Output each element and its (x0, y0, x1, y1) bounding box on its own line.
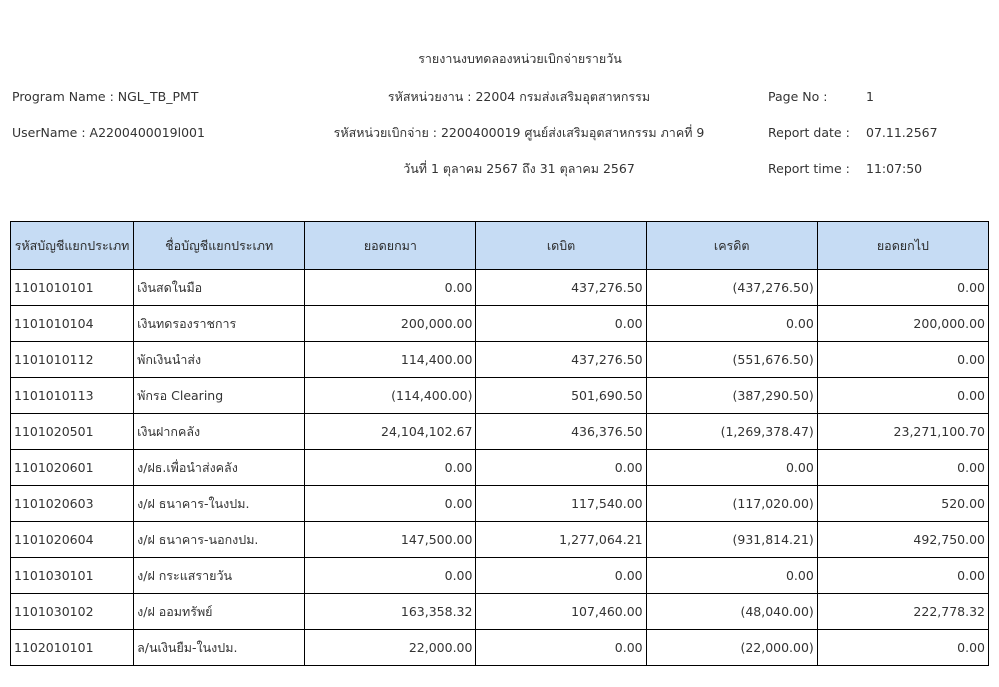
user-name: UserName : A2200400019l001 (12, 125, 205, 140)
report-period: วันที่ 1 ตุลาคม 2567 ถึง 31 ตุลาคม 2567 (403, 161, 635, 176)
opening-balance-cell: 200,000.00 (305, 306, 476, 342)
account-name-cell: พักรอ Clearing (134, 378, 305, 414)
closing-balance-cell: 0.00 (817, 342, 988, 378)
header-opening-balance: ยอดยกมา (305, 222, 476, 270)
account-name-cell: ง/ฝ กระแสรายวัน (134, 558, 305, 594)
closing-balance-cell: 0.00 (817, 558, 988, 594)
credit-cell: (551,676.50) (646, 342, 817, 378)
report-time-value: 11:07:50 (866, 161, 923, 176)
table-row (11, 306, 989, 342)
opening-balance-cell: 163,358.32 (305, 594, 476, 630)
account-name-cell: พักเงินนำส่ง (134, 342, 305, 378)
account-name-cell: ล/นเงินยืม-ในงปม. (134, 630, 305, 666)
account-code-cell: 1101010101 (11, 270, 134, 306)
account-code-cell: 1101030101 (11, 558, 134, 594)
table-body (11, 270, 989, 666)
account-code-cell: 1101020604 (11, 522, 134, 558)
table-row (11, 594, 989, 630)
table-row (11, 450, 989, 486)
credit-cell: 0.00 (646, 306, 817, 342)
table-row (11, 630, 989, 666)
closing-balance-cell: 23,271,100.70 (817, 414, 988, 450)
page-number-label: Page No : (768, 89, 828, 104)
opening-balance-cell: 24,104,102.67 (305, 414, 476, 450)
account-name-cell: เงินทดรองราชการ (134, 306, 305, 342)
debit-cell: 437,276.50 (476, 270, 646, 306)
report-time-label: Report time : (768, 161, 850, 176)
header-credit: เครดิต (646, 222, 817, 270)
account-code-cell: 1101020603 (11, 486, 134, 522)
opening-balance-cell: 147,500.00 (305, 522, 476, 558)
credit-cell: (1,269,378.47) (646, 414, 817, 450)
disbursement-unit-code: รหัสหน่วยเบิกจ่าย : 2200400019 ศูนย์ส่งเสริมอุตสาหกรรม ภาคที่ 9 (333, 125, 705, 140)
account-code-cell: 1101030102 (11, 594, 134, 630)
closing-balance-cell: 520.00 (817, 486, 988, 522)
header-account-code: รหัสบัญชีแยกประเภท (11, 222, 134, 270)
debit-cell: 501,690.50 (476, 378, 646, 414)
table-row (11, 342, 989, 378)
debit-cell: 117,540.00 (476, 486, 646, 522)
closing-balance-cell: 200,000.00 (817, 306, 988, 342)
debit-cell: 107,460.00 (476, 594, 646, 630)
debit-cell: 0.00 (476, 450, 646, 486)
header-closing-balance: ยอดยกไป (817, 222, 988, 270)
credit-cell: (437,276.50) (646, 270, 817, 306)
closing-balance-cell: 222,778.32 (817, 594, 988, 630)
opening-balance-cell: (114,400.00) (305, 378, 476, 414)
account-name-cell: ง/ฝธ.เพื่อนำส่งคลัง (134, 450, 305, 486)
program-name: Program Name : NGL_TB_PMT (12, 89, 199, 104)
report-date-value: 07.11.2567 (866, 125, 938, 140)
account-code-cell: 1101020601 (11, 450, 134, 486)
debit-cell: 436,376.50 (476, 414, 646, 450)
closing-balance-cell: 0.00 (817, 450, 988, 486)
agency-code: รหัสหน่วยงาน : 22004 กรมส่งเสริมอุตสาหกรรม (387, 89, 651, 104)
closing-balance-cell: 492,750.00 (817, 522, 988, 558)
table-row (11, 558, 989, 594)
opening-balance-cell: 0.00 (305, 270, 476, 306)
credit-cell: (387,290.50) (646, 378, 817, 414)
closing-balance-cell: 0.00 (817, 270, 988, 306)
credit-cell: 0.00 (646, 558, 817, 594)
closing-balance-cell: 0.00 (817, 378, 988, 414)
account-name-cell: เงินสดในมือ (134, 270, 305, 306)
credit-cell: (931,814.21) (646, 522, 817, 558)
table-header-row (11, 222, 989, 270)
table-row (11, 414, 989, 450)
report-date-label: Report date : (768, 125, 850, 140)
debit-cell: 0.00 (476, 558, 646, 594)
opening-balance-cell: 22,000.00 (305, 630, 476, 666)
account-name-cell: เงินฝากคลัง (134, 414, 305, 450)
debit-cell: 1,277,064.21 (476, 522, 646, 558)
account-name-cell: ง/ฝ ธนาคาร-นอกงปม. (134, 522, 305, 558)
header-debit: เดบิต (476, 222, 646, 270)
debit-cell: 437,276.50 (476, 342, 646, 378)
header-account-name: ชื่อบัญชีแยกประเภท (134, 222, 305, 270)
table-row (11, 270, 989, 306)
debit-cell: 0.00 (476, 630, 646, 666)
report-title: รายงานงบทดลองหน่วยเบิกจ่ายรายวัน (418, 51, 622, 66)
credit-cell: (22,000.00) (646, 630, 817, 666)
table-row (11, 378, 989, 414)
page-number-value: 1 (866, 89, 874, 104)
credit-cell: (48,040.00) (646, 594, 817, 630)
account-name-cell: ง/ฝ ธนาคาร-ในงปม. (134, 486, 305, 522)
opening-balance-cell: 114,400.00 (305, 342, 476, 378)
account-name-cell: ง/ฝ ออมทรัพย์ (134, 594, 305, 630)
table-row (11, 486, 989, 522)
account-code-cell: 1101010104 (11, 306, 134, 342)
opening-balance-cell: 0.00 (305, 558, 476, 594)
opening-balance-cell: 0.00 (305, 486, 476, 522)
debit-cell: 0.00 (476, 306, 646, 342)
account-code-cell: 1101010112 (11, 342, 134, 378)
trial-balance-table (10, 221, 989, 666)
account-code-cell: 1101010113 (11, 378, 134, 414)
credit-cell: 0.00 (646, 450, 817, 486)
account-code-cell: 1101020501 (11, 414, 134, 450)
closing-balance-cell: 0.00 (817, 630, 988, 666)
opening-balance-cell: 0.00 (305, 450, 476, 486)
table-row (11, 522, 989, 558)
credit-cell: (117,020.00) (646, 486, 817, 522)
account-code-cell: 1102010101 (11, 630, 134, 666)
